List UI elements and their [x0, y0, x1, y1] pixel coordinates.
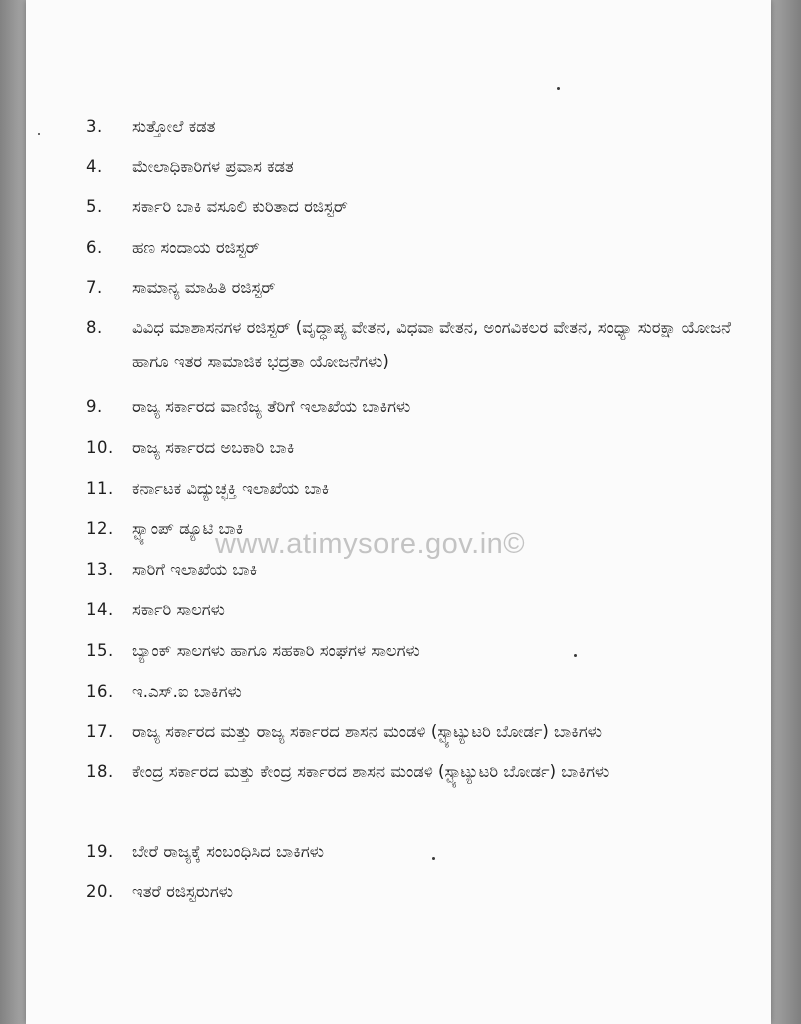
list-item	[26, 390, 771, 431]
website-watermark: www.atimysore.gov.in©	[215, 528, 526, 560]
list-item	[26, 634, 771, 675]
item-number: 15.	[86, 641, 114, 660]
item-number: 8.	[86, 318, 103, 337]
item-text: ಕರ್ನಾಟಕ ವಿದ್ಯುಚ್ಛಕ್ತಿ ಇಲಾಖೆಯ ಬಾಕಿ	[132, 479, 330, 498]
item-text: ಸರ್ಕಾರಿ ಬಾಕಿ ವಸೂಲಿ ಕುರಿತಾದ ರಜಿಸ್ಟರ್	[132, 197, 348, 216]
item-text: ಇ.ಎಸ್.ಐ ಬಾಕಿಗಳು	[132, 682, 242, 701]
list-item	[26, 715, 771, 755]
item-text: ಸಾರಿಗೆ ಇಲಾಖೆಯ ಬಾಕಿ	[132, 560, 258, 579]
item-number: 6.	[86, 238, 103, 257]
scan-speck	[574, 654, 577, 657]
list-item	[26, 110, 771, 150]
item-number: 9.	[86, 397, 103, 416]
list-item	[26, 875, 771, 915]
item-number: 13.	[86, 560, 114, 579]
item-text: ಬ್ಯಾಂಕ್ ಸಾಲಗಳು ಹಾಗೂ ಸಹಕಾರಿ ಸಂಘಗಳ ಸಾಲಗಳು	[132, 641, 420, 660]
item-text: ಮೇಲಾಧಿಕಾರಿಗಳ ಪ್ರವಾಸ ಕಡತ	[132, 157, 294, 176]
item-text: ರಾಜ್ಯ ಸರ್ಕಾರದ ಮತ್ತು ರಾಜ್ಯ ಸರ್ಕಾರದ ಶಾಸನ ಮಂಡಳಿ (ಸ್ಟ್ಯಾಟ್ಯುಟರಿ ಬೋರ್ಡ) ಬಾಕಿಗಳು	[132, 722, 603, 741]
item-number: 7.	[86, 278, 103, 297]
scan-speck	[557, 87, 560, 90]
item-number: 10.	[86, 438, 114, 457]
list-item	[26, 431, 771, 472]
item-text: ರಾಜ್ಯ ಸರ್ಕಾರದ ಅಬಕಾರಿ ಬಾಕಿ	[132, 438, 295, 457]
item-number: 4.	[86, 157, 103, 176]
item-text: ಕೇಂದ್ರ ಸರ್ಕಾರದ ಮತ್ತು ಕೇಂದ್ರ ಸರ್ಕಾರದ ಶಾಸನ ಮಂಡಳಿ (ಸ್ಟ್ಯಾಟ್ಯುಟರಿ ಬೋರ್ಡ) ಬಾಕಿಗಳು	[132, 762, 610, 781]
list-item	[26, 271, 771, 311]
item-text: ರಾಜ್ಯ ಸರ್ಕಾರದ ವಾಣಿಜ್ಯ ತೆರಿಗೆ ಇಲಾಖೆಯ ಬಾಕಿಗಳು	[132, 397, 411, 416]
item-text: ಬೇರೆ ರಾಜ್ಯಕ್ಕೆ ಸಂಬಂಧಿಸಿದ ಬಾಕಿಗಳು	[132, 842, 324, 861]
list-item	[26, 675, 771, 715]
item-number: 16.	[86, 682, 114, 701]
list-item	[26, 190, 771, 231]
item-text: ಇತರೆ ರಜಿಸ್ಟರುಗಳು	[132, 882, 233, 901]
item-text: ವಿವಿಧ ಮಾಶಾಸನಗಳ ರಜಿಸ್ಟರ್ (ವೃದ್ಧಾಪ್ಯ ವೇತನ, ವಿಧವಾ ವೇತನ, ಅಂಗವಿಕಲರ ವೇತನ, ಸಂಧ್ಯಾ ಸುರಕ್ಷಾ ಯೋಜನೆ ಹಾಗೂ ಇತರ ಸಾಮಾಜಿಕ ಭದ್ರತಾ ಯೋಜನೆಗಳು)	[132, 318, 732, 371]
item-number: 20.	[86, 882, 114, 901]
item-text: ಸರ್ಕಾರಿ ಸಾಲಗಳು	[132, 600, 225, 619]
item-number: 12.	[86, 519, 114, 538]
item-number: 18.	[86, 762, 114, 781]
list-item	[26, 150, 771, 190]
register-list	[26, 110, 771, 915]
document-page	[26, 0, 771, 1024]
item-number: 14.	[86, 600, 114, 619]
list-item	[26, 755, 771, 835]
page-right-shadow	[771, 0, 801, 1024]
item-text: ಸುತ್ತೋಲೆ ಕಡತ	[132, 117, 216, 136]
list-item	[26, 835, 771, 875]
item-number: 3.	[86, 117, 103, 136]
list-item	[26, 231, 771, 271]
scan-speck	[432, 857, 435, 860]
item-number: 5.	[86, 197, 103, 216]
list-item	[26, 472, 771, 512]
item-number: 11.	[86, 479, 114, 498]
item-text: ಸಾಮಾನ್ಯ ಮಾಹಿತಿ ರಜಿಸ್ಟರ್	[132, 278, 276, 297]
page-left-shadow	[0, 0, 26, 1024]
item-number: 19.	[86, 842, 114, 861]
item-text: ಸ್ಟ್ಯಾಂಪ್ ಡ್ಯೂಟಿ ಬಾಕಿ	[132, 519, 244, 538]
item-text: ಹಣ ಸಂದಾಯ ರಜಿಸ್ಟರ್	[132, 238, 260, 257]
list-item	[26, 311, 771, 390]
scan-speck	[38, 133, 40, 135]
item-number: 17.	[86, 722, 114, 741]
list-item	[26, 593, 771, 634]
